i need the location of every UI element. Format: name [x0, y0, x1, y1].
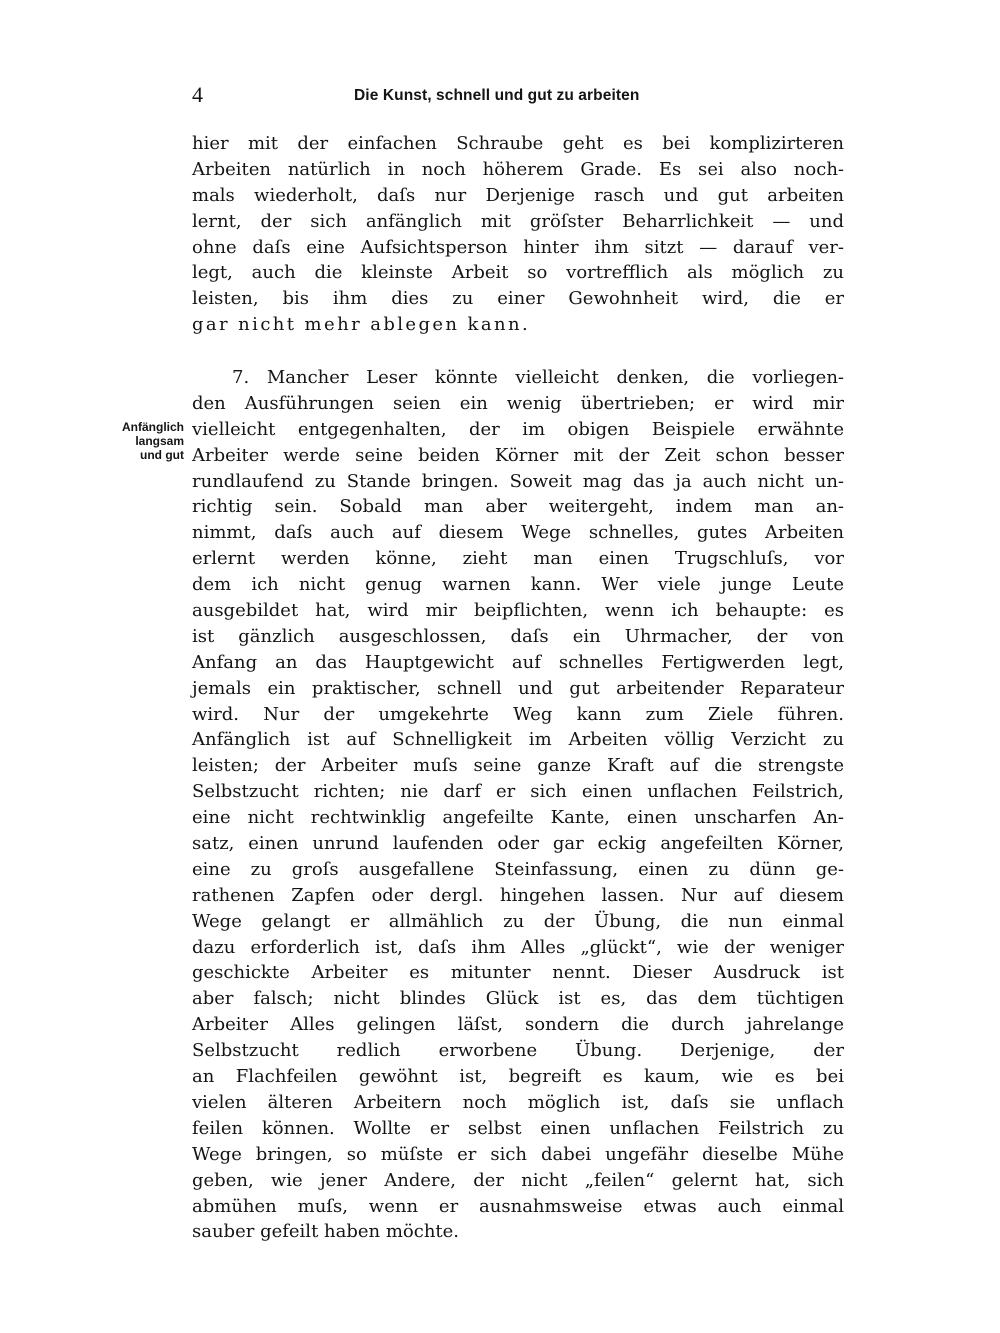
text-line: den Ausführungen seien ein wenig übertrieben; er wird mir	[192, 392, 844, 414]
paragraph-1	[192, 131, 844, 338]
text-line: geben, wie jener Andere, der nicht „feilen“ gelernt hat, sich	[192, 1169, 844, 1191]
text-line: gar nicht mehr ablegen kann.	[192, 314, 531, 336]
text-line: legt, auch die kleinste Arbeit so vortrefflich als möglich zu	[192, 262, 844, 284]
margin-note-line: langsam	[135, 434, 184, 448]
text-line: sauber gefeilt haben möchte.	[192, 1221, 460, 1243]
text-line: abmühen muſs, wenn er ausnahmsweise etwas auch einmal	[192, 1195, 844, 1217]
text-line: richtig sein. Sobald man aber weitergeht, indem man an-	[192, 496, 844, 518]
text-line: Arbeiter werde seine beiden Körner mit der Zeit schon besser	[192, 444, 844, 466]
text-line: erlernt werden könne, zieht man einen Trugschluſs, vor	[192, 548, 844, 570]
text-line: an Flachfeilen gewöhnt ist, begreift es kaum, wie es bei	[192, 1066, 844, 1088]
text-line: Selbstzucht redlich erworbene Übung. Derjenige, der	[192, 1040, 844, 1062]
text-line: satz, einen unrund laufenden oder gar eckig angefeilten Körner,	[192, 833, 844, 855]
text-line: dazu erforderlich ist, daſs ihm Alles „glückt“, wie der weniger	[192, 936, 844, 958]
text-line: Arbeiten natürlich in noch höherem Grade. Es sei also noch-	[192, 158, 844, 180]
text-line: vielleicht entgegenhalten, der im obigen Beispiele erwähnte	[192, 418, 844, 440]
page-header	[192, 82, 844, 108]
paragraph-2	[192, 365, 844, 1245]
text-line: ausgebildet hat, wird mir beipflichten, wenn ich behaupte: es	[192, 600, 844, 622]
text-line: vielen älteren Arbeitern noch möglich ist, daſs sie unflach	[192, 1091, 844, 1113]
text-line: 7. Mancher Leser könnte vielleicht denken, die vorliegen-	[232, 367, 844, 388]
text-line: ohne daſs eine Aufsichtsperson hinter ihm sitzt — darauf ver-	[192, 236, 844, 258]
text-line: Wege gelangt er allmählich zu der Übung, die nun einmal	[192, 910, 844, 932]
text-line: feilen können. Wollte er selbst einen unflachen Feilstrich zu	[192, 1117, 844, 1139]
margin-note	[100, 420, 184, 462]
text-line: Wege bringen, so müſste er sich dabei ungefähr dieselbe Mühe	[192, 1143, 844, 1165]
text-line: geschickte Arbeiter es mitunter nennt. Dieser Ausdruck ist	[192, 962, 844, 984]
text-line: nimmt, daſs auch auf diesem Wege schnelles, gutes Arbeiten	[192, 522, 844, 544]
text-line: wird. Nur der umgekehrte Weg kann zum Ziele führen.	[192, 703, 844, 725]
text-line: ist gänzlich ausgeschlossen, daſs ein Uhrmacher, der von	[192, 625, 844, 647]
page-number: 4	[192, 82, 203, 107]
text-line: eine zu groſs ausgefallene Steinfassung, einen zu dünn ge-	[192, 858, 844, 880]
text-line: Arbeiter Alles gelingen läſst, sondern die durch jahrelange	[192, 1014, 844, 1036]
text-line: dem ich nicht genug warnen kann. Wer viele junge Leute	[192, 574, 844, 596]
text-line: jemals ein praktischer, schnell und gut arbeitender Reparateur	[192, 677, 844, 699]
text-line: aber falsch; nicht blindes Glück ist es, das dem tüchtigen	[192, 988, 844, 1010]
text-line: Selbstzucht richten; nie darf er sich einen unflachen Feilstrich,	[192, 781, 844, 803]
text-line: hier mit der einfachen Schraube geht es bei komplizirteren	[192, 133, 844, 154]
running-title: Die Kunst, schnell und gut zu arbeiten	[354, 87, 640, 104]
text-line: rathenen Zapfen oder dergl. hingehen lassen. Nur auf diesem	[192, 884, 844, 906]
text-line: rundlaufend zu Stande bringen. Soweit mag das ja auch nicht un-	[192, 470, 844, 492]
text-line: leisten; der Arbeiter muſs seine ganze Kraft auf die strengste	[192, 755, 844, 777]
margin-note-line: und gut	[140, 448, 184, 462]
text-line: leisten, bis ihm dies zu einer Gewohnheit wird, die er	[192, 288, 844, 310]
margin-note-line: Anfänglich	[122, 420, 184, 434]
text-line: Anfang an das Hauptgewicht auf schnelles Fertigwerden legt,	[192, 651, 844, 673]
text-line: mals wiederholt, daſs nur Derjenige rasch und gut arbeiten	[192, 184, 844, 206]
text-line: lernt, der sich anfänglich mit gröſster Beharrlichkeit — und	[192, 210, 844, 232]
text-line: eine nicht rechtwinklig angefeilte Kante, einen unscharfen An-	[192, 807, 844, 829]
text-line: Anfänglich ist auf Schnelligkeit im Arbeiten völlig Verzicht zu	[192, 729, 844, 751]
